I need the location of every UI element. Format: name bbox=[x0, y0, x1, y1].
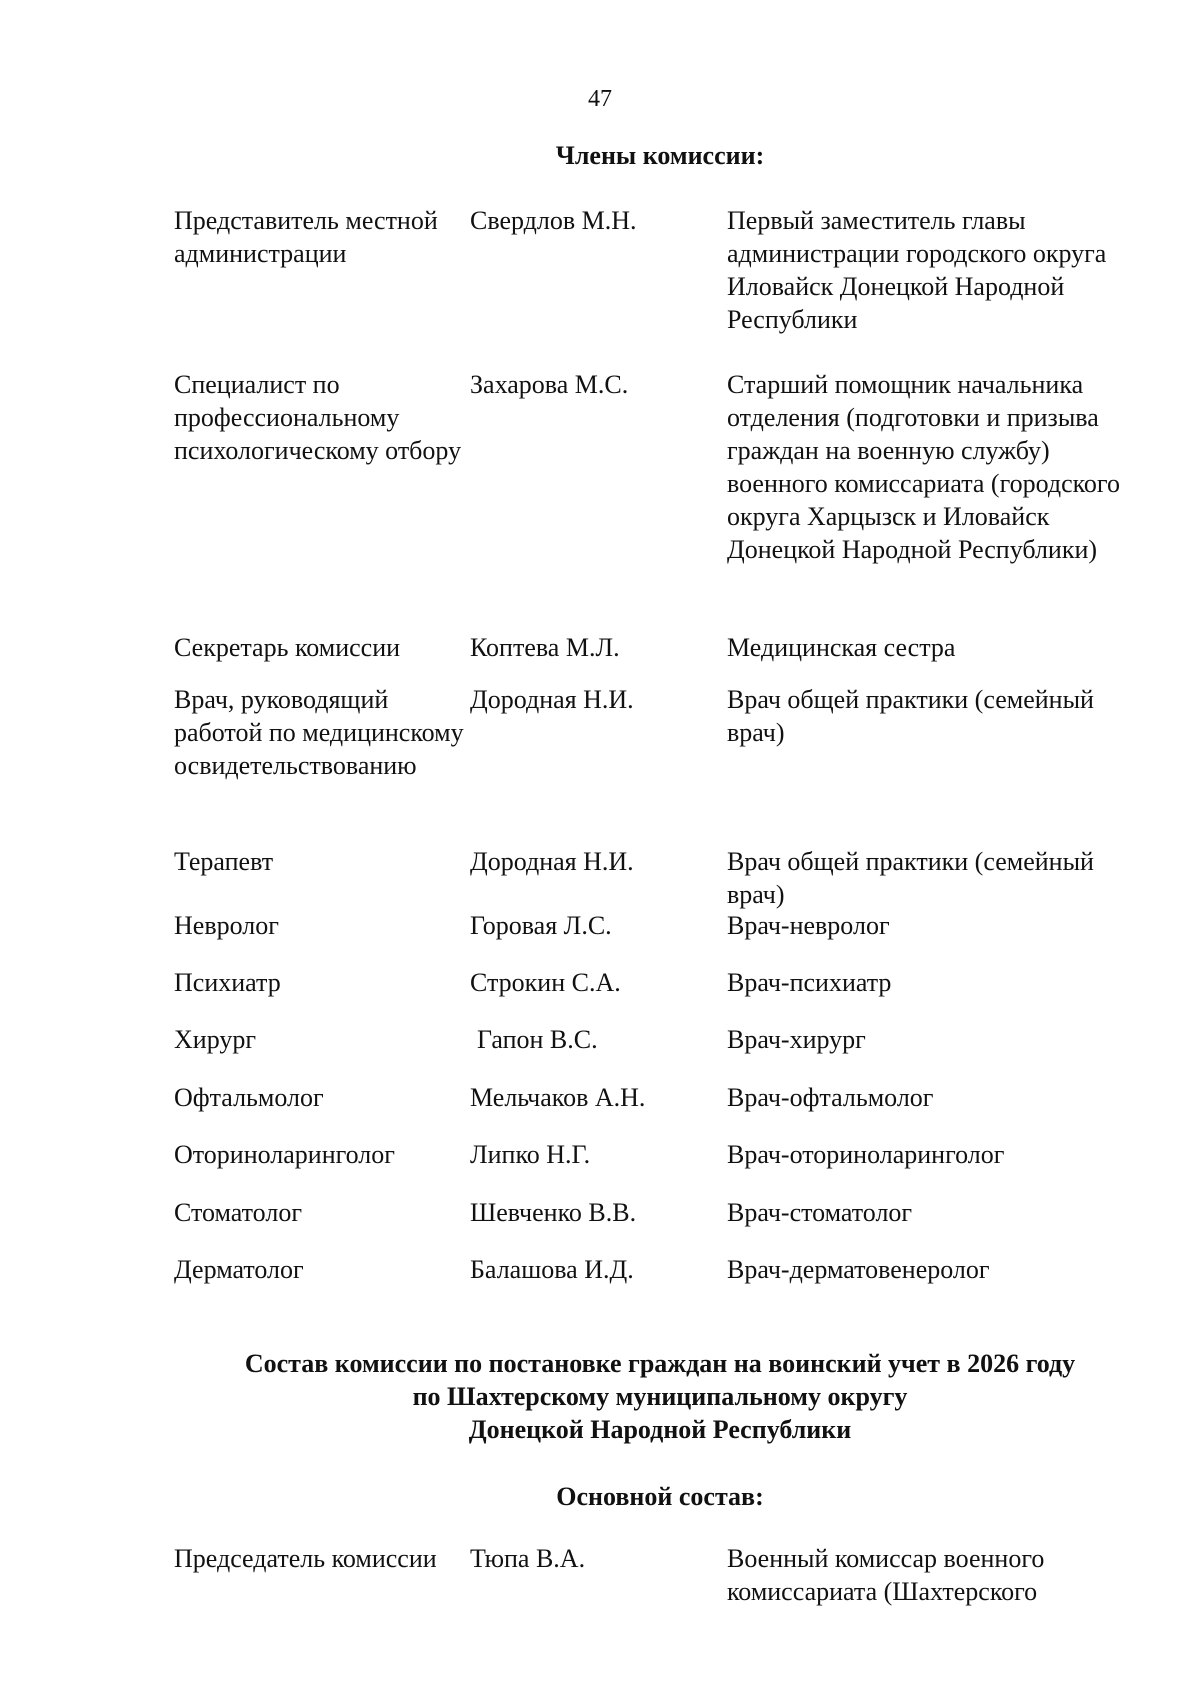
member-role: Специалист по профессиональному психологическому отбору bbox=[174, 370, 462, 465]
member-name: Захарова М.С. bbox=[470, 370, 629, 399]
member-name: Шевченко В.В. bbox=[470, 1198, 637, 1227]
member-name: Гапон В.С. bbox=[477, 1025, 598, 1054]
member-role: Терапевт bbox=[174, 847, 274, 876]
member-role: Стоматолог bbox=[174, 1198, 302, 1227]
member-position: Врач общей практики (семейный врач) bbox=[727, 685, 1094, 747]
member-position: Врач-невролог bbox=[727, 911, 890, 940]
member-position: Врач общей практики (семейный врач) bbox=[727, 847, 1094, 909]
member-role: Оториноларинголог bbox=[174, 1140, 395, 1169]
member-name: Дородная Н.И. bbox=[470, 847, 634, 876]
member-name: Тюпа В.А. bbox=[470, 1544, 586, 1573]
member-name: Горовая Л.С. bbox=[470, 911, 612, 940]
members-heading: Члены комиссии: bbox=[555, 141, 765, 170]
member-position: Медицинская сестра bbox=[727, 633, 956, 662]
member-role: Председатель комиссии bbox=[174, 1544, 437, 1573]
main-composition-heading: Основной состав: bbox=[556, 1482, 764, 1511]
member-position: Врач-оториноларинголог bbox=[727, 1140, 1005, 1169]
member-role: Невролог bbox=[174, 911, 279, 940]
member-name: Липко Н.Г. bbox=[470, 1140, 591, 1169]
member-role: Дерматолог bbox=[174, 1255, 304, 1284]
member-name: Балашова И.Д. bbox=[470, 1255, 634, 1284]
member-name: Дородная Н.И. bbox=[470, 685, 634, 714]
member-position: Врач-стоматолог bbox=[727, 1198, 913, 1227]
member-name: Коптева М.Л. bbox=[470, 633, 620, 662]
composition-heading-line: Донецкой Народной Республики bbox=[468, 1415, 852, 1444]
member-position: Первый заместитель главы администрации городского округа Иловайск Донецкой Народной Республики bbox=[727, 206, 1107, 334]
member-name: Мельчаков А.Н. bbox=[470, 1083, 646, 1112]
member-role: Офтальмолог bbox=[174, 1083, 324, 1112]
member-position: Врач-офтальмолог bbox=[727, 1083, 934, 1112]
member-role: Представитель местной администрации bbox=[174, 206, 438, 268]
member-position: Старший помощник начальника отделения (подготовки и призыва граждан на военную службу) военного комиссариата (городского округа Харцызск и Иловайск Донецкой Народной Республики) bbox=[727, 370, 1120, 564]
member-position: Врач-психиатр bbox=[727, 968, 892, 997]
member-position: Врач-хирург bbox=[727, 1025, 866, 1054]
member-name: Свердлов М.Н. bbox=[470, 206, 637, 235]
member-name: Строкин С.А. bbox=[470, 968, 621, 997]
member-role: Хирург bbox=[174, 1025, 257, 1054]
member-role: Врач, руководящий работой по медицинскому освидетельствованию bbox=[174, 685, 464, 780]
page-number: 47 bbox=[588, 86, 612, 112]
composition-heading bbox=[160, 1347, 1160, 1446]
composition-heading-line: Состав комиссии по постановке граждан на воинский учет в 2026 году bbox=[244, 1349, 1076, 1378]
member-position: Врач-дерматовенеролог bbox=[727, 1255, 990, 1284]
member-role: Психиатр bbox=[174, 968, 281, 997]
member-position: Военный комиссар военного комиссариата (Шахтерского bbox=[727, 1544, 1045, 1606]
member-role: Секретарь комиссии bbox=[174, 633, 401, 662]
composition-heading-line: по Шахтерскому муниципальному округу bbox=[412, 1382, 908, 1411]
